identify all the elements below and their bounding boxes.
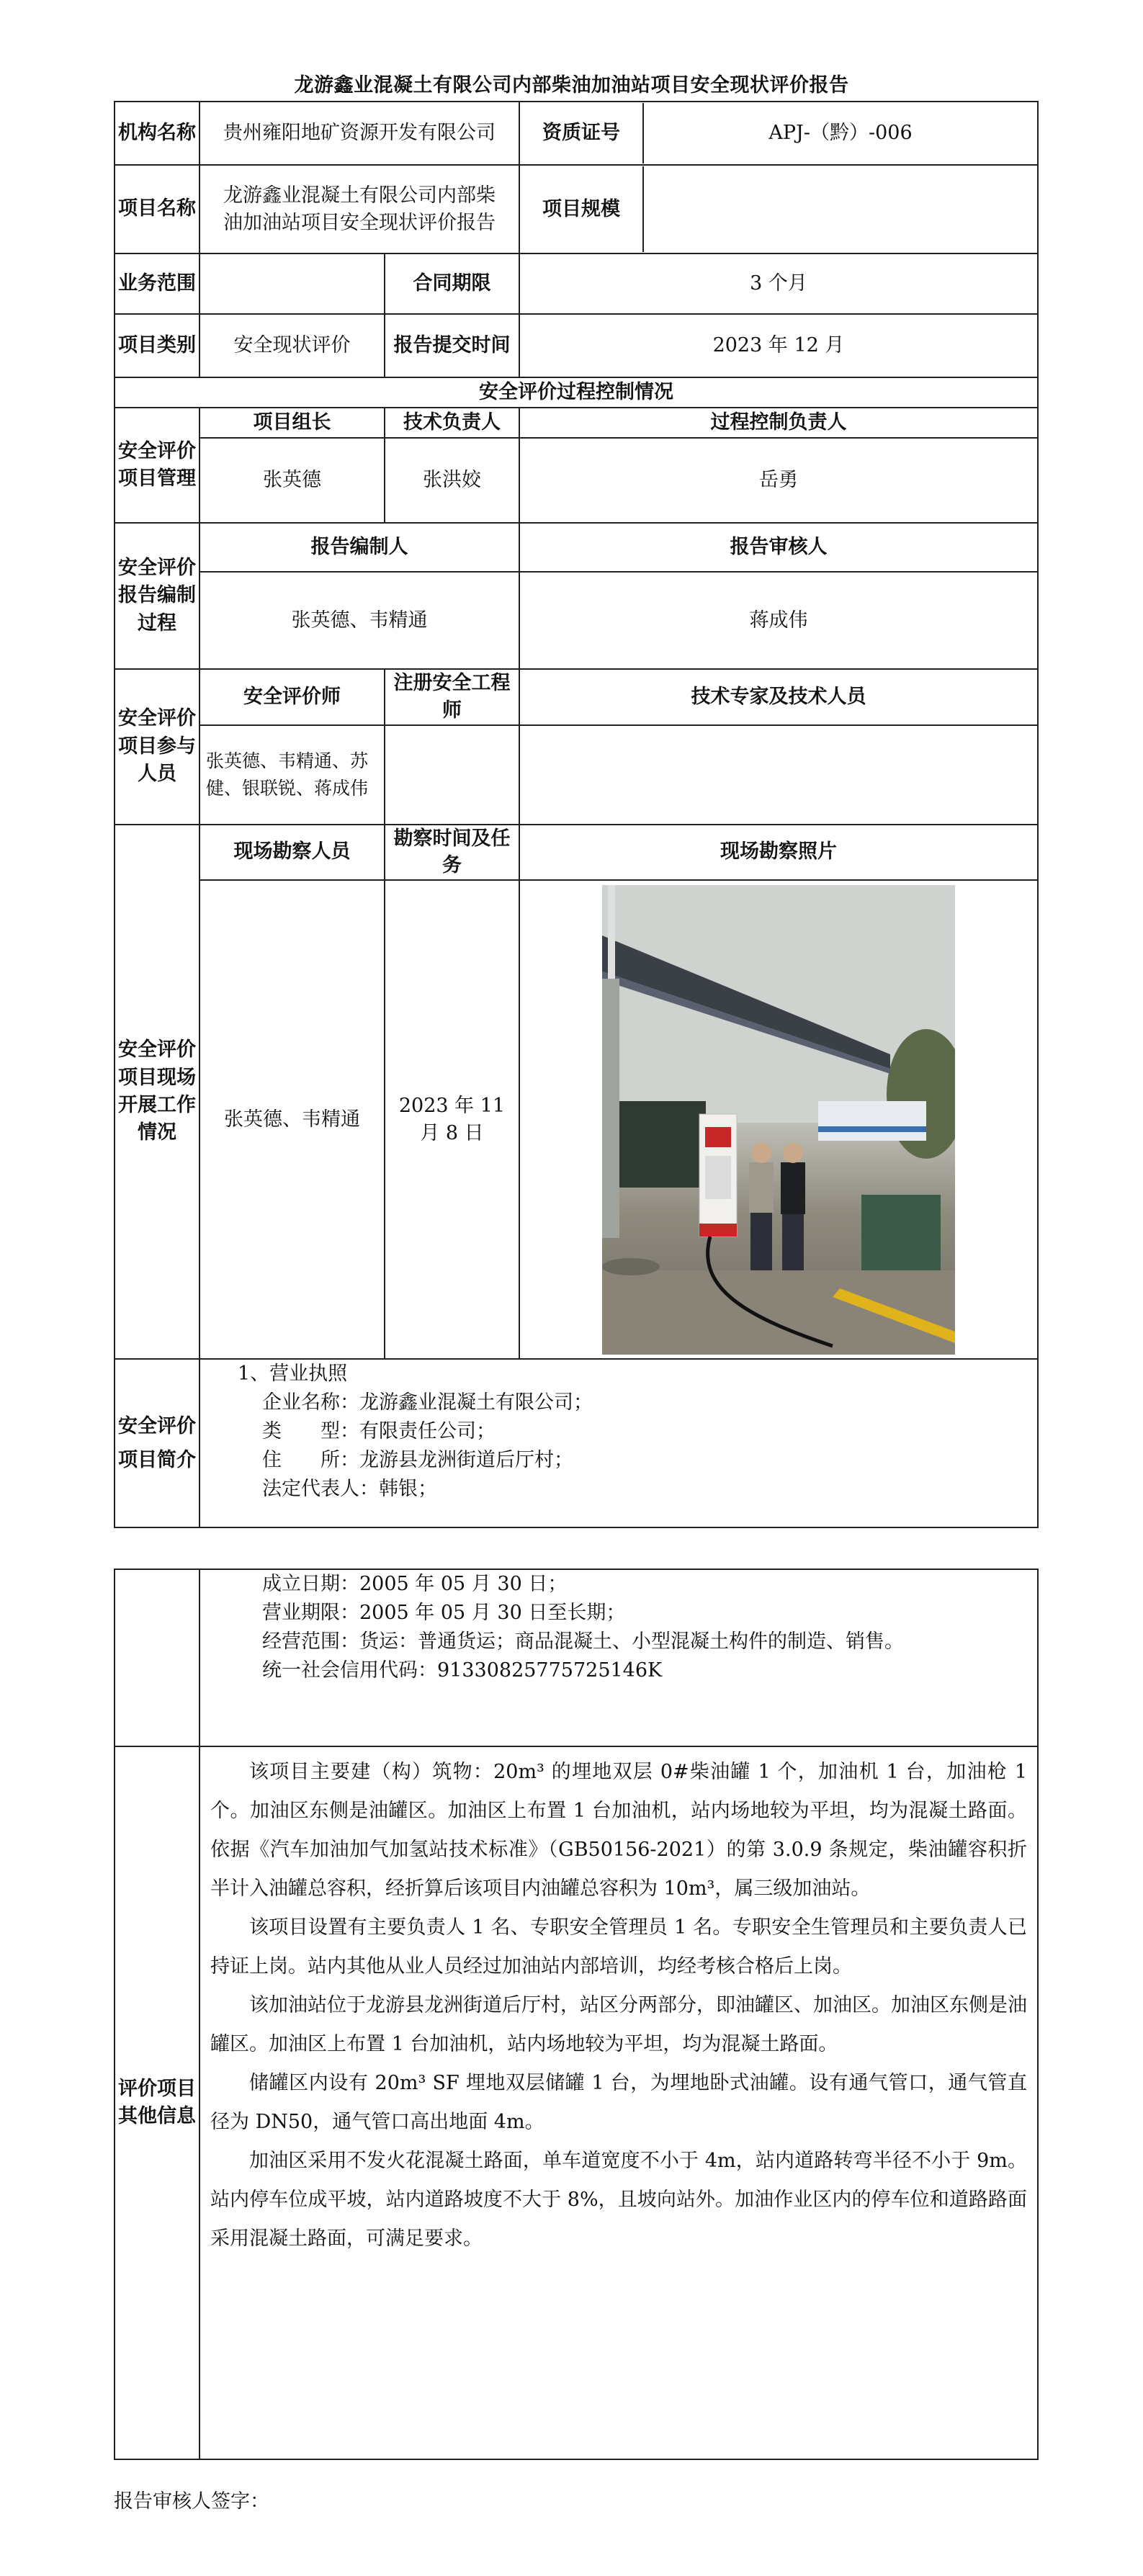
other-info-content [200, 1746, 1038, 2459]
value-safety-engineer [385, 725, 519, 825]
brief-line-2: 类 型：有限责任公司； [262, 1420, 496, 1443]
value-org-name: 贵州雍阳地矿资源开发有限公司 [200, 102, 519, 165]
header-safety-engineer: 注册安全工程师 [385, 669, 519, 725]
value-report-author: 张英德、韦精通 [200, 572, 519, 669]
header-experts: 技术专家及技术人员 [519, 669, 1038, 725]
document-title: 龙游鑫业混凝土有限公司内部柴油加油站项目安全现状评价报告 [294, 74, 849, 97]
label-project-mgmt: 安全评价项目管理 [115, 408, 200, 523]
value-project-scale [644, 166, 1037, 252]
value-survey-time: 2023 年 11 月 8 日 [385, 880, 519, 1359]
header-site-photo: 现场勘察照片 [519, 825, 1038, 881]
label-project-name: 项目名称 [115, 165, 200, 253]
value-tech-lead: 张洪姣 [385, 438, 519, 523]
label-report-process: 安全评价报告编制过程 [115, 523, 200, 669]
brief-continued-line-2: 营业期限：2005 年 05 月 30 日至长期； [262, 1601, 626, 1624]
brief-continued-line-4: 统一社会信用代码：91330825775725146K [262, 1659, 663, 1682]
header-tech-lead: 技术负责人 [385, 408, 519, 438]
value-project-type: 安全现状评价 [200, 314, 385, 377]
value-contract-period: 3 个月 [519, 253, 1038, 314]
header-evaluator: 安全评价师 [200, 669, 385, 725]
brief-continued-label-cell [115, 1569, 200, 1746]
other-info-paragraph-5: 加油区采用不发火花混凝土路面，单车道宽度不小于 4m，站内道路转弯半径不小于 9m。站内停车位成平坡，站内道路坡度不大于 8%，且坡向站外。加油作业区内的停车位和道路路面采用混凝土路面，可满足要求。 [210, 2150, 1027, 2250]
site-photo-cell [519, 880, 1038, 1359]
brief-continued-line-1: 成立日期：2005 年 05 月 30 日； [262, 1573, 568, 1595]
value-evaluator: 张英德、韦精通、苏健、银联锐、蒋成伟 [200, 725, 385, 825]
header-report-author: 报告编制人 [200, 523, 519, 572]
site-photo [602, 885, 955, 1355]
header-project-leader: 项目组长 [200, 408, 385, 438]
brief-line-4: 法定代表人：韩银； [262, 1478, 437, 1500]
label-qualification-no: 资质证号 [520, 103, 644, 163]
label-brief: 安全评价项目简介 [115, 1359, 200, 1527]
value-business-scope [200, 253, 385, 314]
reviewer-signature-line: 报告审核人签字： [114, 2490, 269, 2513]
brief-line-1: 企业名称：龙游鑫业混凝土有限公司； [262, 1391, 593, 1414]
header-survey-time-task: 勘察时间及任务 [385, 825, 519, 881]
section-process-control: 安全评价过程控制情况 [115, 377, 1038, 408]
evaluation-table-page-1 [114, 101, 1039, 1528]
value-qualification-no: APJ-（黔）-006 [768, 122, 913, 145]
label-project-type: 项目类别 [115, 314, 200, 377]
brief-line-3: 住 所：龙游县龙洲街道后厅村； [262, 1449, 573, 1472]
label-contract-period: 合同期限 [385, 253, 519, 314]
brief-content [200, 1359, 1038, 1527]
value-project-name: 龙游鑫业混凝土有限公司内部柴油加油站项目安全现状评价报告 [200, 165, 519, 253]
value-report-time: 2023 年 12 月 [519, 314, 1038, 377]
label-other-info: 评价项目其他信息 [115, 1746, 200, 2459]
value-site-staff: 张英德、韦精通 [200, 880, 385, 1359]
label-org-name: 机构名称 [115, 102, 200, 165]
brief-continued-line-3: 经营范围：货运：普通货运；商品混凝土、小型混凝土构件的制造、销售。 [262, 1630, 904, 1653]
value-report-reviewer: 蒋成伟 [519, 572, 1038, 669]
header-process-lead: 过程控制负责人 [519, 408, 1038, 438]
other-info-paragraph-1: 该项目主要建（构）筑物：20m³ 的埋地双层 0#柴油罐 1 个，加油机 1 台，加油枪 1 个。加油区东侧是油罐区。加油区上布置 1 台加油机，站内场地较为平坦，均为混凝土路面。依据《汽车加油加气加氢站技术标准》（GB50156-2021）的第 3.0.9 条规定，柴油罐容积折半计入油罐总容积，经折算后该项目内油罐总容积为 10m³，属三级加油站。 [210, 1761, 1027, 1900]
label-report-time: 报告提交时间 [385, 314, 519, 377]
brief-heading: 1、营业执照 [238, 1363, 348, 1386]
other-info-paragraph-3: 该加油站位于龙游县龙洲街道后厅村，站区分两部分，即油罐区、加油区。加油区东侧是油罐区。加油区上布置 1 台加油机，站内场地较为平坦，均为混凝土路面。 [210, 1994, 1027, 2055]
other-info-paragraph-2: 该项目设置有主要负责人 1 名、专职安全管理员 1 名。专职安全生管理员和主要负责人已持证上岗。站内其他从业人员经过加油站内部培训，均经考核合格后上岗。 [210, 1916, 1027, 1978]
label-participants: 安全评价项目参与人员 [115, 669, 200, 825]
site-photo-illustration [602, 885, 955, 1355]
value-process-lead: 岳勇 [519, 438, 1038, 523]
value-experts [519, 725, 1038, 825]
label-site-work: 安全评价项目现场开展工作情况 [115, 825, 200, 1360]
evaluation-table-page-2 [114, 1569, 1039, 2460]
label-business-scope: 业务范围 [115, 253, 200, 314]
label-project-scale: 项目规模 [520, 166, 644, 252]
header-site-staff: 现场勘察人员 [200, 825, 385, 881]
value-project-leader: 张英德 [200, 438, 385, 523]
brief-continued [200, 1569, 1038, 1746]
header-report-reviewer: 报告审核人 [519, 523, 1038, 572]
other-info-paragraph-4: 储罐区内设有 20m³ SF 埋地双层储罐 1 台，为埋地卧式油罐。设有通气管口，通气管直径为 DN50，通气管口高出地面 4m。 [210, 2072, 1027, 2133]
